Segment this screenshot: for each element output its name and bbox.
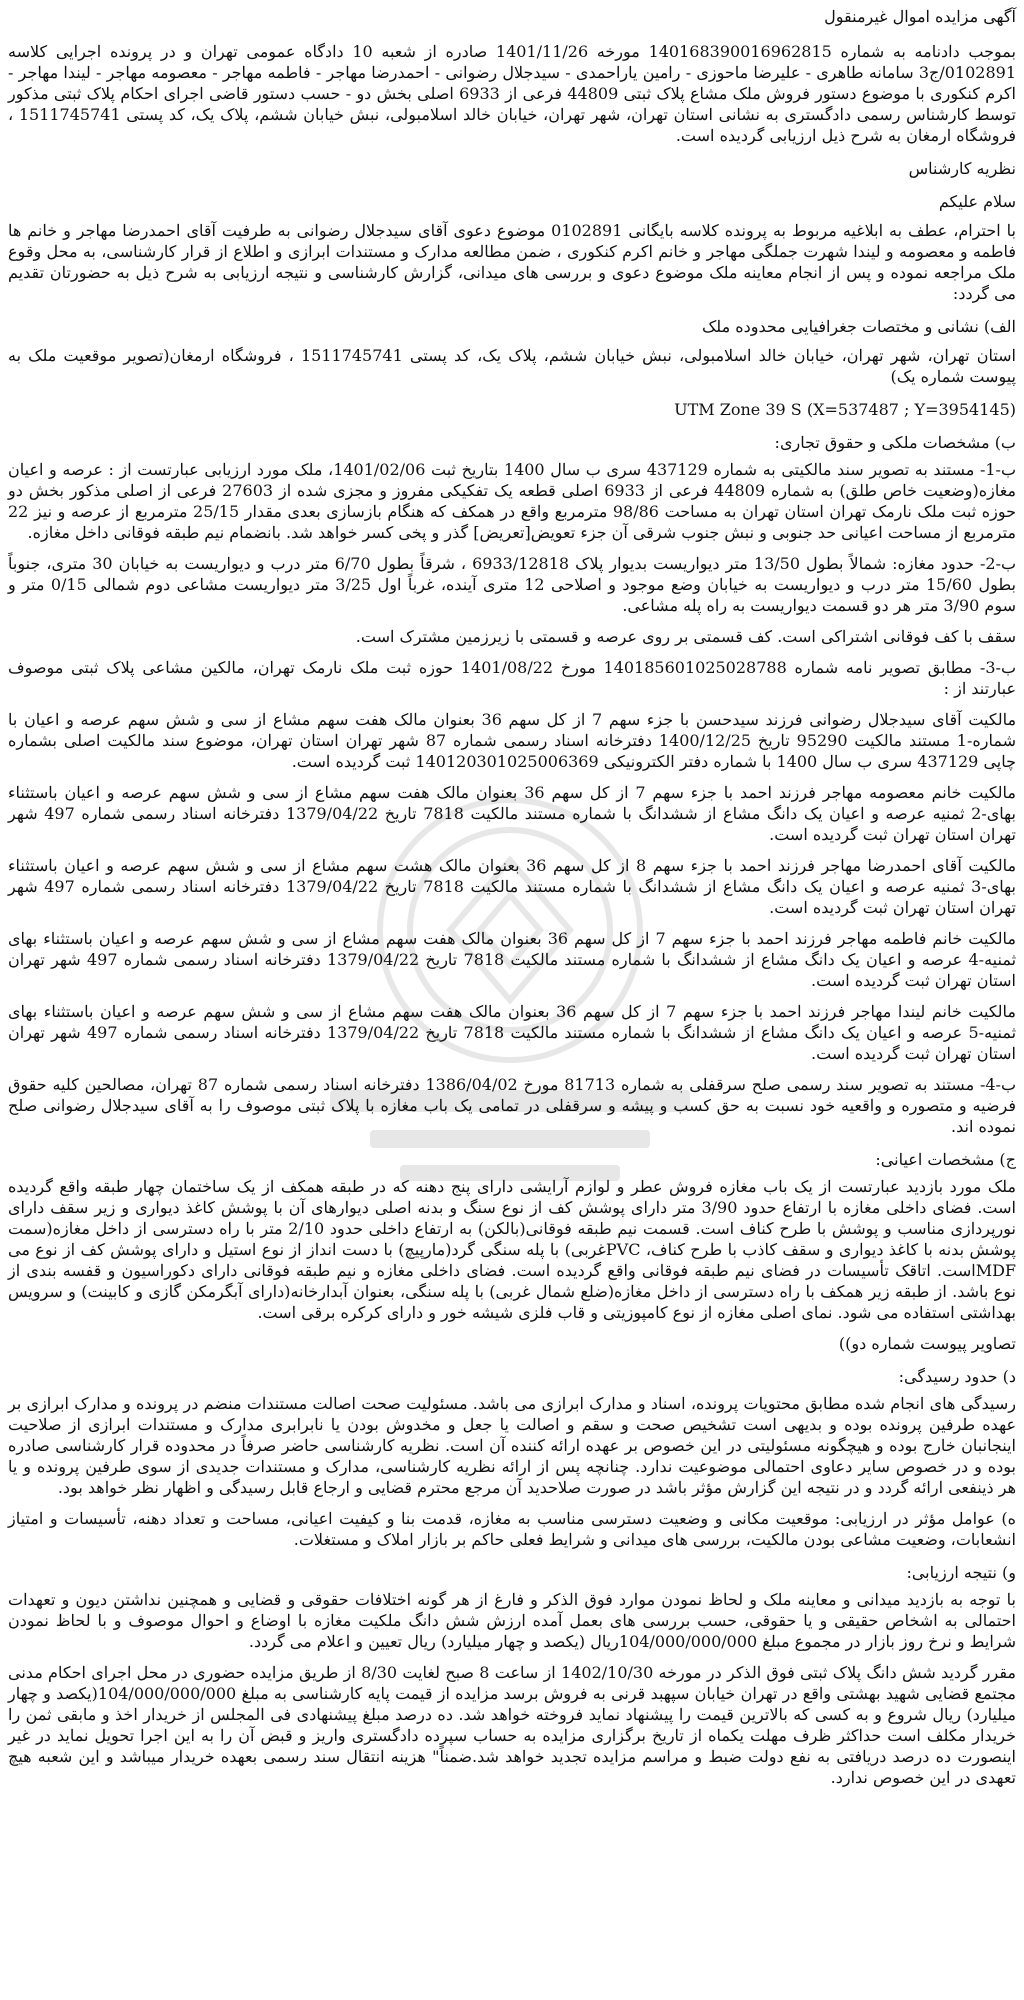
owner-entry-5: مالکیت خانم لیندا مهاجر فرزند احمد با جزء سهم 7 از کل سهم 36 بعنوان مالک هفت سهم مشاع از سی و شش سهم عرصه و اعیان باستثناء بهای ثمنیه-5 عرصه و اعیان یک دانگ مشاع از ششدانگ با شماره مستند مالکیت 7818 تاریخ 1379/04/22 دفترخانه اسناد رسمی شماره 497 شهر تهران استان تهران ثبت گردیده است. xyxy=(8,1002,1017,1063)
auction-closing-terms: مقرر گردید شش دانگ پلاک ثبتی فوق الذکر در مورخه 1402/10/30 از ساعت 8 صبح لغایت 8/30 از طریق مزایده حضوری در محل اجرای احکام مدنی مجتمع قضایی شهید بهشتی واقع در تهران خیابان سپهبد قرنی به فروش برسد مزایده از قیمت پایه کارشناسی به مبلغ 104/000/000/000(یکصد و چهار میلیارد) ریال شروع و به کسی که بالاترین قیمت را پیشنهاد نماید فروخته خواهد شد. ده درصد مبلغ پیشنهادی فی المجلس از خریدار اخذ و مابقی ثمن را خریدار مکلف است حداکثر ظرف مهلت یکماه از تاریخ برگزاری مزایده به حساب سپرده دادگستری واریز و قبض آن را به این اجرا تحویل نماید در غیر اینصورت ده درصد دریافتی به نفع دولت ضبط و مراسم مزایده تجدید خواهد شد.ضمناً" هزینه انتقال سند رسمی بعهده خریدار میباشد و این شعبه هیچ تعهدی در این خصوص ندارد. xyxy=(8,1663,1017,1787)
expert-opinion-heading: نظریه کارشناس xyxy=(908,159,1016,178)
section-a-heading: الف) نشانی و مختصات جغرافیایی محدوده ملک xyxy=(701,317,1016,336)
notice-intro: بموجب دادنامه به شماره 140168390016962815 مورخه 1401/11/26 صادره از شعبه 10 دادگاه عمومی تهران و در پرونده اجرایی کلاسه 0102891/ج3 سامانه طاهری - علیرضا ماحوزی - رامین یاراحمدی - سیدجلال رضوانی - احمدرضا مهاجر - فاطمه مهاجر - معصومه مهاجر - لیندا مهاجر - اکرم کنکوری با موضوع دستور فروش ملک مشاع پلاک ثبتی 44809 فرعی از 6933 اصلی بخش دو - حسب دستور قاضی اجرای احکام پلاک ثبتی مذکور توسط کارشناس رسمی دادگستری به نشانی استان تهران، شهر تهران، خیابان خالد اسلامبولی، نبش خیابان ششم، پلاک یک، کد پستی 1511745741 ، فروشگاه ارمغان به شرح ذیل ارزیابی گردیده است. xyxy=(8,42,1017,145)
section-b2-boundaries: ب-2- حدود مغازه: شمالاً بطول 13/50 متر دیواریست بدیوار پلاک 6933/12818 ، شرقاً بطول 6/70 متر درب و دیواریست به خیابان 30 متری، جنوباً بطول 15/60 متر درب و دیواریست به خیابان وضع موجود و اصلاحی 12 متری آینده، غرباً اول 3/25 متر دیواریست مشاعی دوم شمالی 0/15 متر و سوم 3/90 متر هر دو قسمت دیواریست به راه پله مشاعی. xyxy=(8,554,1017,615)
section-d-scope: رسیدگی های انجام شده مطابق محتویات پرونده، اسناد و مدارک ابرازی می باشد. مسئولیت صحت اصالت مستندات منضم در پرونده و مدارک ابرازی بر عهده طرفین پرونده بوده و بدیهی است تشخیص صحت و سقم و اصالت یا جعل و مخدوش بودن یا نابرابری مدارک و مستندات ابرازی از صلاحیت اینجانبان خارج بوده و هیچگونه مسئولیتی در این خصوص بر عهده ارائه کننده آن است. نظریه کارشناسی حاضر صرفاً در محدوده قرار کارشناسی صادره بوده و در خصوص سایر دعاوی احتمالی موضوعیت ندارد. چنانچه پس از ارائه نظریه کارشناسی، مدارک و مستندات جدیدی از سوی طرفین پرونده و یا هر ذینفعی ارائه گردد و در نتیجه این گزارش مؤثر باشد در صورت صلاحدید آن مرجع محترم قضایی و ارجاع قابل رسیدگی و اظهار نظر خواهد بود. xyxy=(8,1394,1016,1497)
section-v-heading: و) نتیجه ارزیابی: xyxy=(906,1563,1016,1582)
utm-coordinates: UTM Zone 39 S (X=537487 ; Y=3954145) xyxy=(674,400,1016,419)
greeting: سلام علیکم xyxy=(938,192,1016,211)
auction-notice-document xyxy=(8,6,1016,1798)
section-v-valuation-result: با توجه به بازدید میدانی و معاینه ملک و لحاظ نمودن موارد فوق الذکر و فارغ از هر گونه اختلافات حقوقی و قضایی و همچنین نداشتن دیون و تعهدات احتمالی به اشخاص حقیقی و یا حقوقی، حسب بررسی های بعمل آمده ارزش شش دانگ ملکیت مغازه با اوضاع و احوال موصوف و با لحاظ نمودن شرایط و نرخ روز بازار در مجموع مبلغ 104/000/000/000ریال (یکصد و چهار میلیارد) ریال تعیین و اعلام می گردد. xyxy=(8,1590,1017,1651)
section-b3-owners-intro: ب-3- مطابق تصویر نامه شماره 140185601025028788 مورخ 1401/08/22 حوزه ثبت ملک نارمک تهران، مالکین مشاعی پلاک ثبتی موصوف عبارتند از : xyxy=(8,658,1016,698)
section-b1-deed: ب-1- مستند به تصویر سند مالکیتی به شماره 437129 سری ب سال 1400 بتاریخ ثبت 1401/02/06، ملک مورد ارزیابی عبارتست از : عرصه و اعیان مغازه(وضعیت خاص طلق) به شماره 44809 فرعی از 6933 اصلی قطعه یک تفکیکی مفروز و مجزی شده از 27603 فرعی از اصلی مذکور بخش دو حوزه ثبت ملک نارمک تهران استان تهران به مساحت 98/86 مترمربع واقع در همکف که هنگام بازسازی بعدی مقدار 25/15 مترمربع از عرصه و نیز 22 مترمربع از مساحت اعیانی حد جنوبی و نبش جنوب شرقی آن جزء تعویض[تعریض] گذر و پخی کسر خواهد شد. بانضمام نیم طبقه فوقانی داخل مغازه. xyxy=(8,460,1017,542)
images-attachment-note: تصاویر پیوست شماره دو)) xyxy=(838,1334,1016,1353)
section-c-heading: ج) مشخصات اعیانی: xyxy=(875,1150,1016,1169)
owner-entry-2: مالکیت خانم معصومه مهاجر فرزند احمد با جزء سهم 7 از کل سهم 36 بعنوان مالک هفت سهم مشاع از سی و شش سهم عرصه و اعیان باستثناء بهای-2 ثمنیه عرصه و اعیان یک دانگ مشاع از ششدانگ با شماره مستند مالکیت 7818 تاریخ 1379/04/22 دفترخانه اسناد رسمی شماره 497 شهر تهران استان تهران ثبت گردیده است. xyxy=(8,783,1016,844)
respect-paragraph: با احترام، عطف به ابلاغیه مربوط به پرونده کلاسه بایگانی 0102891 موضوع دعوی آقای سیدجلال رضوانی به طرفیت آقای احمدرضا مهاجر و خانم ها فاطمه و معصومه و لیندا شهرت جملگی مهاجر و خانم اکرم کنکوری ، ضمن مطالعه مدارک و مستندات ابرازی و اطلاع از قرار کارشناسی، به محل وقوع ملک مراجعه نموده و پس از انجام معاینه ملک موضوع دعوی و بررسی های میدانی، گزارش کارشناسی و نتیجه ارزیابی به شرح ذیل به حضورتان تقدیم می گردد: xyxy=(8,221,1017,303)
notice-title: آگهی مزایده اموال غیرمنقول xyxy=(824,7,1016,26)
section-a-address: استان تهران، شهر تهران، خیابان خالد اسلامبولی، نبش خیابان ششم، پلاک یک، کد پستی 1511745741 ، فروشگاه ارمغان(تصویر موقعیت ملک به پیوست شماره یک) xyxy=(8,346,1016,386)
owner-entry-3: مالکیت آقای احمدرضا مهاجر فرزند احمد با جزء سهم 8 از کل سهم 36 بعنوان مالک هشت سهم مشاع از سی و شش سهم عرصه و اعیان باستثناء بهای-3 ثمنیه عرصه و اعیان یک دانگ مشاع از ششدانگ با شماره مستند مالکیت 7818 تاریخ 1379/04/22 دفترخانه اسناد رسمی شماره 497 شهر تهران استان تهران ثبت گردیده است. xyxy=(8,856,1017,917)
section-h-factors: ه) عوامل مؤثر در ارزیابی: موقعیت مکانی و وضعیت دسترسی مناسب به مغازه، قدمت بنا و کیفیت اعیانی، مساحت و تعداد دهنه، تأسیسات و امتیاز انشعابات، وضعیت مشاعی بودن مالکیت، بررسی های میدانی و شرایط فعلی حاکم بر بازار املاک و مستغلات. xyxy=(8,1509,1016,1549)
section-d-heading: د) حدود رسیدگی: xyxy=(898,1367,1016,1386)
section-b2-roof-note: سقف با کف فوقانی اشتراکی است. کف قسمتی بر روی عرصه و قسمتی با زیرزمین مشترک است. xyxy=(355,627,1016,646)
section-b4-goodwill: ب-4- مستند به تصویر سند رسمی صلح سرقفلی به شماره 81713 مورخ 1386/04/02 دفترخانه اسناد رسمی شماره 87 تهران، مصالحین کلیه حقوق فرضیه و متصوره و واقعیه خود نسبت به حق کسب و پیشه و سرقفلی در تمامی یک باب مغازه با پلاک ثبتی موصوف را به آقای سیدجلال رضوانی صلح نموده اند. xyxy=(8,1075,1017,1136)
owner-entry-4: مالکیت خانم فاطمه مهاجر فرزند احمد با جزء سهم 7 از کل سهم 36 بعنوان مالک هفت سهم مشاع از سی و شش سهم عرصه و اعیان باستثناء بهای ثمنیه-4 عرصه و اعیان یک دانگ مشاع از ششدانگ با شماره مستند مالکیت 7818 تاریخ 1379/04/22 دفترخانه اسناد رسمی شماره 497 شهر تهران استان تهران ثبت گردیده است. xyxy=(8,929,1017,990)
section-b-heading: ب) مشخصات ملکی و حقوق تجاری: xyxy=(774,433,1016,452)
section-c-building-specs: ملک مورد بازدید عبارتست از یک باب مغازه فروش عطر و لوازم آرایشی دارای پنج دهنه که در طبقه همکف از یک ساختمان چهار طبقه واقع گردیده است. فضای داخلی مغازه با ارتفاع حدود 3/90 متر دارای پوشش کف از نوع سنگ و بدنه اصلی دیوارهای آن با پوشش کاغذ دیواری و زیر سقف دارای نورپردازی مناسب و پوشش با طرح کناف است. قسمت نیم طبقه فوقانی(بالکن) به ارتفاع داخلی حدود 2/10 متر با راه دسترسی از داخل مغازه(سمت پوشش بدنه با کاغذ دیواری و سقف کاذب با طرح کناف، PVCغربی) با پله سنگی گرد(مارپیچ) با دست انداز از نوع استیل و دارای پوشش کف از نوع می MDFاست. اتاقک تأسیسات در فضای نیم طبقه فوقانی واقع گردیده است. فضای داخلی مغازه و نیم طبقه فوقانی دارای دکوراسیون و قفسه بندی از نوع باشد. از طبقه زیر همکف با راه دسترسی از داخل مغازه(ضلع شمال غربی) با پله سنگی، بعنوان آبدارخانه(دارای آبگرمکن گازی و کابینت) و سرویس بهداشتی استفاده می شود. نمای اصلی مغازه از نوع کامپوزیتی و قاب فلزی شیشه خور و دارای کرکره برقی است. xyxy=(8,1177,1017,1322)
owner-entry-1: مالکیت آقای سیدجلال رضوانی فرزند سیدحسن با جزء سهم 7 از کل سهم 36 بعنوان مالک هفت سهم مشاع از سی و شش سهم عرصه و اعیان با شماره-1 مستند مالکیت 95290 تاریخ 1400/12/25 دفترخانه اسناد رسمی شماره 87 شهر تهران استان تهران، موضوع سند مالکیت اصلی بشماره چاپی 437129 سری ب سال 1400 با شماره دفتر الکترونیکی 140120301025006369 ثبت گردیده است. xyxy=(8,710,1017,771)
